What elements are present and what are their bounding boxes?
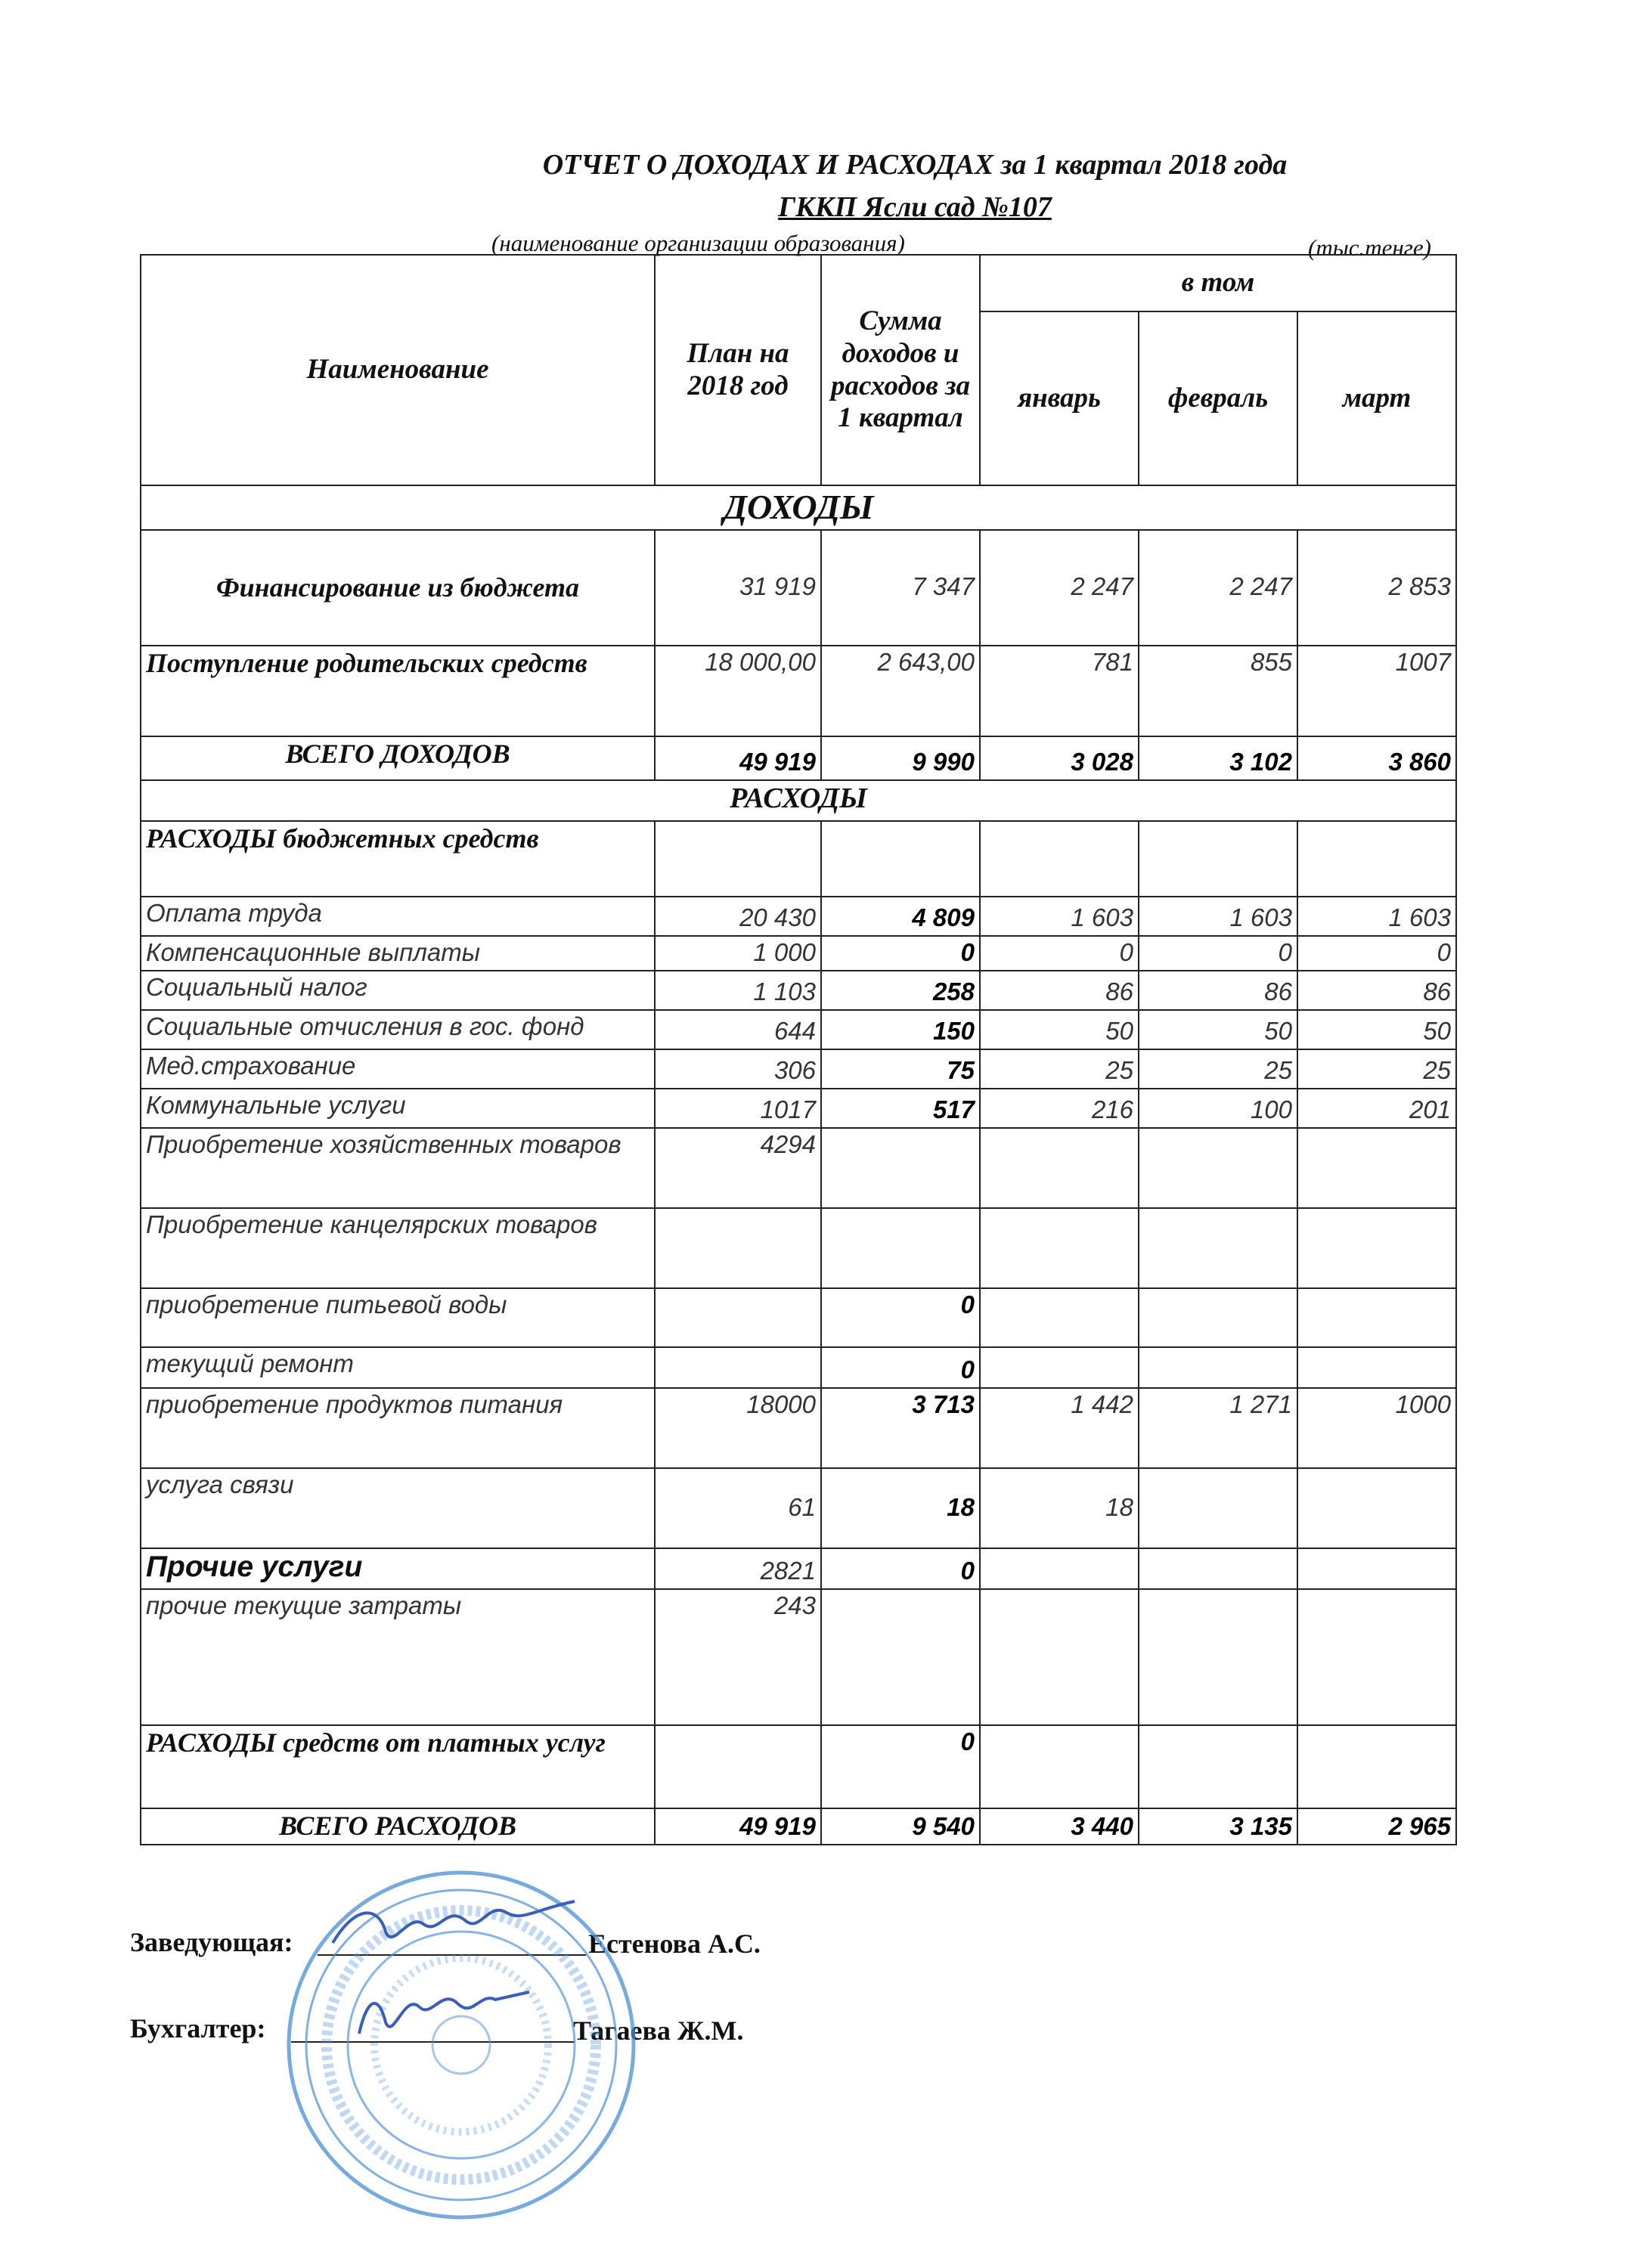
cell-sum: 0 [821, 1288, 980, 1347]
cell-sum: 0 [821, 1725, 980, 1808]
cell-sum: 0 [821, 1548, 980, 1589]
row-name: Поступление родительских средств [141, 646, 655, 736]
expense-total-row [141, 1808, 1456, 1845]
cell-feb: 1 271 [1139, 1388, 1297, 1468]
cell-mar: 0 [1297, 936, 1456, 971]
report-title: ОТЧЕТ О ДОХОДАХ И РАСХОДАХ за 1 квартал 2018 года [542, 149, 1288, 181]
col-header-plan: План на 2018 год [655, 255, 821, 485]
cell-plan: 1 103 [655, 971, 821, 1010]
cell-mar [1297, 1288, 1456, 1347]
row-name: Приобретение канцелярских товаров [141, 1208, 655, 1288]
cell-mar [1297, 821, 1456, 897]
expense-row [141, 1347, 1456, 1388]
cell-sum: 75 [821, 1049, 980, 1089]
row-name: услуга связи [141, 1468, 655, 1548]
cell-jan [980, 1208, 1139, 1288]
cell-feb [1139, 1208, 1297, 1288]
cell-plan: 18 000,00 [655, 646, 821, 736]
cell-plan: 61 [655, 1468, 821, 1548]
cell-feb: 3 135 [1139, 1808, 1297, 1845]
cell-feb: 100 [1139, 1089, 1297, 1128]
cell-plan [655, 1208, 821, 1288]
cell-sum: 2 643,00 [821, 646, 980, 736]
accountant-label: Бухгалтер: [130, 2013, 266, 2043]
head-label: Заведующая: [130, 1927, 293, 1957]
cell-sum [821, 821, 980, 897]
budget-heading-row [141, 821, 1456, 897]
col-header-sum: Сумма доходов и расходов за 1 квартал [821, 255, 980, 485]
cell-sum: 4 809 [821, 897, 980, 936]
row-name: Компенсационные выплаты [141, 936, 655, 971]
cell-feb [1139, 1725, 1297, 1808]
expense-section-title: РАСХОДЫ [141, 780, 1456, 821]
cell-mar: 1007 [1297, 646, 1456, 736]
cell-mar: 1000 [1297, 1388, 1456, 1468]
income-total-row [141, 736, 1456, 780]
cell-mar: 2 965 [1297, 1808, 1456, 1845]
cell-feb: 86 [1139, 971, 1297, 1010]
row-name: Прочие услуги [141, 1548, 655, 1589]
income-row [141, 646, 1456, 736]
expense-row [141, 1128, 1456, 1208]
cell-plan: 1017 [655, 1089, 821, 1128]
cell-plan: 644 [655, 1010, 821, 1049]
cell-jan: 50 [980, 1010, 1139, 1049]
cell-plan: 20 430 [655, 897, 821, 936]
row-name: текущий ремонт [141, 1347, 655, 1388]
cell-sum: 7 347 [821, 530, 980, 646]
cell-mar: 201 [1297, 1089, 1456, 1128]
cell-sum: 517 [821, 1089, 980, 1128]
cell-plan: 2821 [655, 1548, 821, 1589]
accountant-name: Тагаева Ж.М. [573, 2015, 744, 2046]
cell-jan [980, 821, 1139, 897]
cell-plan [655, 1347, 821, 1388]
cell-feb: 50 [1139, 1010, 1297, 1049]
cell-jan: 1 442 [980, 1388, 1139, 1468]
cell-jan: 781 [980, 646, 1139, 736]
cell-feb: 2 247 [1139, 530, 1297, 646]
cell-feb: 3 102 [1139, 736, 1297, 780]
cell-mar: 86 [1297, 971, 1456, 1010]
budget-heading: РАСХОДЫ бюджетных средств [141, 821, 655, 897]
cell-jan [980, 1347, 1139, 1388]
cell-jan: 1 603 [980, 897, 1139, 936]
row-name: Мед.страхование [141, 1049, 655, 1089]
cell-feb: 855 [1139, 646, 1297, 736]
cell-feb [1139, 1288, 1297, 1347]
expense-row [141, 1548, 1456, 1589]
cell-mar: 25 [1297, 1049, 1456, 1089]
income-section-row [141, 485, 1456, 530]
income-section-title: ДОХОДЫ [141, 485, 1456, 530]
cell-sum: 258 [821, 971, 980, 1010]
expense-row [141, 1288, 1456, 1347]
head-name: Естенова А.С. [588, 1929, 761, 1959]
cell-jan [980, 1128, 1139, 1208]
paid-services-row [141, 1725, 1456, 1808]
cell-feb [1139, 1468, 1297, 1548]
row-name: Приобретение хозяйственных товаров [141, 1128, 655, 1208]
row-name: приобретение продуктов питания [141, 1388, 655, 1468]
cell-sum: 9 540 [821, 1808, 980, 1845]
expense-row [141, 971, 1456, 1010]
cell-plan: 18000 [655, 1388, 821, 1468]
cell-mar [1297, 1468, 1456, 1548]
cell-plan: 49 919 [655, 1808, 821, 1845]
expense-section-row [141, 780, 1456, 821]
expense-row [141, 1589, 1456, 1725]
col-header-jan: январь [980, 311, 1139, 485]
cell-mar [1297, 1208, 1456, 1288]
row-name: Социальные отчисления в гос. фонд [141, 1010, 655, 1049]
cell-mar [1297, 1548, 1456, 1589]
cell-mar: 50 [1297, 1010, 1456, 1049]
expense-row [141, 1388, 1456, 1468]
expense-row [141, 1089, 1456, 1128]
cell-feb: 25 [1139, 1049, 1297, 1089]
row-name: РАСХОДЫ средств от платных услуг [141, 1725, 655, 1808]
expense-row [141, 1208, 1456, 1288]
cell-sum [821, 1589, 980, 1725]
cell-jan [980, 1548, 1139, 1589]
cell-feb [1139, 1128, 1297, 1208]
cell-mar: 3 860 [1297, 736, 1456, 780]
expense-row [141, 936, 1456, 971]
cell-jan: 86 [980, 971, 1139, 1010]
expense-rows [141, 897, 1456, 1725]
row-name: прочие текущие затраты [141, 1589, 655, 1725]
accountant-signature-stroke [359, 1992, 529, 2034]
col-header-feb: февраль [1139, 311, 1297, 485]
cell-plan: 243 [655, 1589, 821, 1725]
cell-sum: 9 990 [821, 736, 980, 780]
row-name: ВСЕГО ДОХОДОВ [141, 736, 655, 780]
cell-mar [1297, 1725, 1456, 1808]
cell-feb: 0 [1139, 936, 1297, 971]
organization-name [0, 191, 1649, 224]
cell-sum [821, 1208, 980, 1288]
cell-plan: 4294 [655, 1128, 821, 1208]
expense-row [141, 1010, 1456, 1049]
accountant-signature [344, 1977, 541, 2045]
head-signature-stroke [333, 1901, 575, 1943]
cell-jan: 3 028 [980, 736, 1139, 780]
organization-name-text: ГККП Ясли сад №107 [778, 191, 1052, 223]
cell-jan [980, 1288, 1139, 1347]
row-name: приобретение питьевой воды [141, 1288, 655, 1347]
cell-plan [655, 1725, 821, 1808]
cell-plan: 31 919 [655, 530, 821, 646]
expense-row [141, 1468, 1456, 1548]
currency-unit: (тыс.тенге) [1308, 234, 1431, 261]
cell-sum: 0 [821, 1347, 980, 1388]
cell-sum: 3 713 [821, 1388, 980, 1468]
cell-plan: 306 [655, 1049, 821, 1089]
expense-row [141, 1049, 1456, 1089]
cell-feb: 1 603 [1139, 897, 1297, 936]
report-table [140, 254, 1457, 1845]
head-signature [325, 1890, 582, 1958]
row-name: ВСЕГО РАСХОДОВ [141, 1808, 655, 1845]
cell-feb [1139, 1589, 1297, 1725]
cell-plan [655, 1288, 821, 1347]
cell-mar [1297, 1589, 1456, 1725]
cell-plan [655, 821, 821, 897]
cell-sum: 0 [821, 936, 980, 971]
cell-feb [1139, 1548, 1297, 1589]
cell-feb [1139, 1347, 1297, 1388]
cell-jan [980, 1725, 1139, 1808]
cell-feb [1139, 821, 1297, 897]
cell-mar: 1 603 [1297, 897, 1456, 936]
income-row [141, 530, 1456, 646]
cell-plan: 49 919 [655, 736, 821, 780]
col-header-mar: март [1297, 311, 1456, 485]
cell-mar [1297, 1347, 1456, 1388]
organization-note: (наименование организации образования) [491, 230, 905, 256]
col-header-name: Наименование [141, 255, 655, 485]
cell-jan: 3 440 [980, 1808, 1139, 1845]
cell-jan: 2 247 [980, 530, 1139, 646]
cell-jan: 25 [980, 1049, 1139, 1089]
cell-jan: 216 [980, 1089, 1139, 1128]
cell-mar: 2 853 [1297, 530, 1456, 646]
cell-plan: 1 000 [655, 936, 821, 971]
row-name: Социальный налог [141, 971, 655, 1010]
cell-sum: 150 [821, 1010, 980, 1049]
cell-sum: 18 [821, 1468, 980, 1548]
header-row-1 [141, 255, 1456, 311]
cell-sum [821, 1128, 980, 1208]
expense-row [141, 897, 1456, 936]
cell-jan: 18 [980, 1468, 1139, 1548]
cell-mar [1297, 1128, 1456, 1208]
row-name: Оплата труда [141, 897, 655, 936]
cell-jan [980, 1589, 1139, 1725]
cell-jan: 0 [980, 936, 1139, 971]
row-name: Коммунальные услуги [141, 1089, 655, 1128]
stamp-inner-ring [348, 1932, 575, 2158]
col-header-incl: в том [980, 255, 1456, 311]
row-name: Финансирование из бюджета [141, 530, 655, 646]
